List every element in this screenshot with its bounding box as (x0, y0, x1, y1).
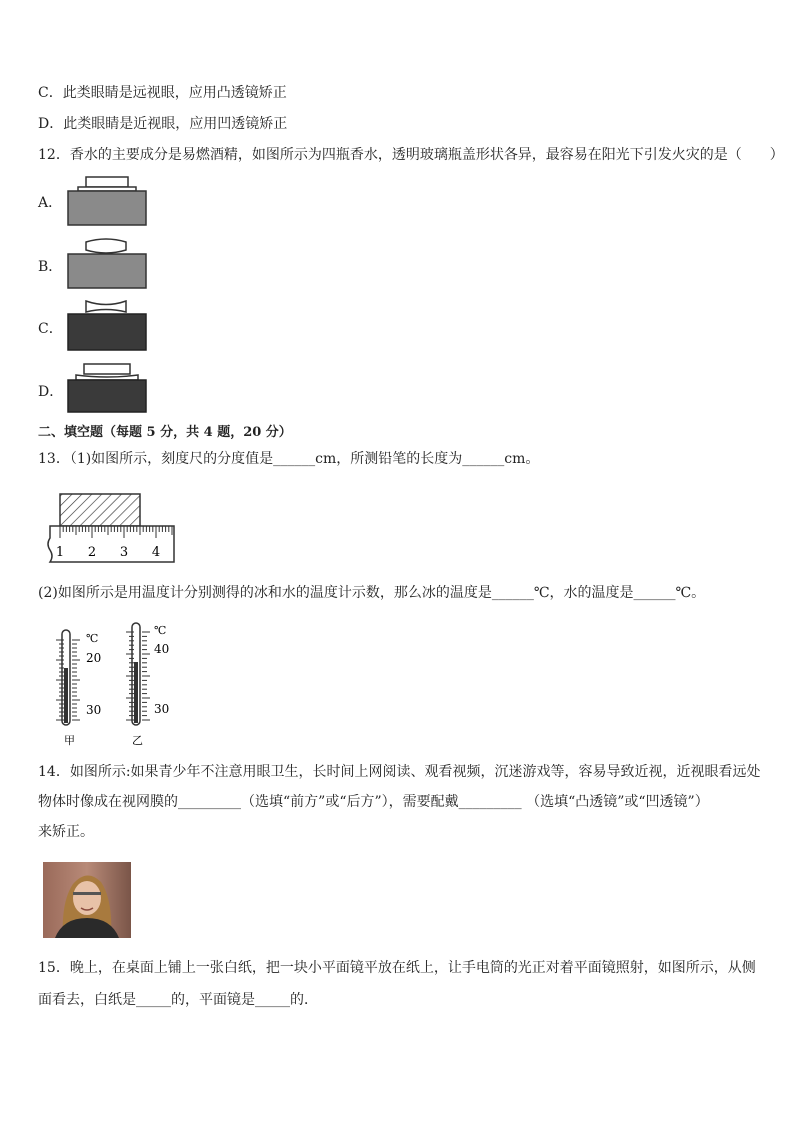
ruler-tick-label: 2 (87, 545, 97, 560)
q11-option-d: D．此类眼睛是近视眼，应用凹透镜矫正 (38, 116, 288, 132)
thermo-right-unit: ℃ (154, 624, 167, 637)
ruler-tick-label: 4 (151, 545, 161, 560)
bottle-c-figure (66, 298, 148, 352)
bottle-a-figure (66, 175, 148, 227)
photo-woman-with-glasses (43, 862, 131, 938)
q13-part1: 13．（1)如图所示，刻度尺的分度值是______cm，所测铅笔的长度为______cm。 (38, 451, 540, 467)
q11-option-c: C．此类眼睛是远视眼，应用凸透镜矫正 (38, 85, 287, 101)
thermo-right-label-bottom: 30 (154, 702, 170, 716)
bottle-d-figure (66, 362, 148, 414)
q15-line2: 面看去，白纸是_____的，平面镜是_____的． (38, 992, 318, 1008)
ruler-pencil-figure (46, 490, 178, 566)
q14-line1: 14．如图所示:如果青少年不注意用眼卫生，长时间上网阅读、观看视频，沉迷游戏等，容易导致近视，近视眼看远处 (38, 764, 761, 780)
bottle-b-figure (66, 236, 148, 290)
thermo-left-label-top: 20 (86, 651, 102, 665)
thermo-left-unit: ℃ (86, 632, 99, 645)
q12-option-d-label: D． (38, 384, 64, 400)
thermo-right-caption: 乙 (132, 734, 143, 747)
pencil (60, 494, 140, 526)
section-title: 二、填空题（每题 5 分，共 4 题，20 分） (38, 425, 292, 440)
q15-line1: 15．晚上，在桌面上铺上一张白纸，把一块小平面镜平放在纸上，让手电筒的光正对着平面镜照射，如图所示，从侧 (38, 960, 756, 976)
thermo-left-caption: 甲 (64, 734, 75, 747)
thermo-right-label-top: 40 (154, 642, 170, 656)
q12-option-c-label: C． (38, 321, 63, 337)
thermo-left-column (64, 668, 68, 723)
q14-line3: 来矫正。 (38, 824, 94, 840)
q13-part2: (2)如图所示是用温度计分别测得的冰和水的温度计示数，那么冰的温度是______℃，水的温度是______℃。 (38, 585, 706, 601)
thermometers-figure (52, 620, 182, 750)
q12-option-a-label: A． (38, 195, 63, 211)
thermo-left-label-bottom: 30 (86, 703, 102, 717)
ruler-tick-label: 3 (119, 545, 129, 560)
thermo-right-column (134, 662, 138, 723)
ruler-tick-label: 1 (55, 545, 65, 560)
q12-stem: 12．香水的主要成分是易燃酒精，如图所示为四瓶香水，透明玻璃瓶盖形状各异，最容易在阳光下引发火灾的是（ ） (38, 147, 784, 163)
q12-option-b-label: B． (38, 259, 63, 275)
q14-line2: 物体时像成在视网膜的_________（选填“前方”或“后方”），需要配戴_________ （选填“凸透镜”或“凹透镜”） (38, 794, 709, 810)
